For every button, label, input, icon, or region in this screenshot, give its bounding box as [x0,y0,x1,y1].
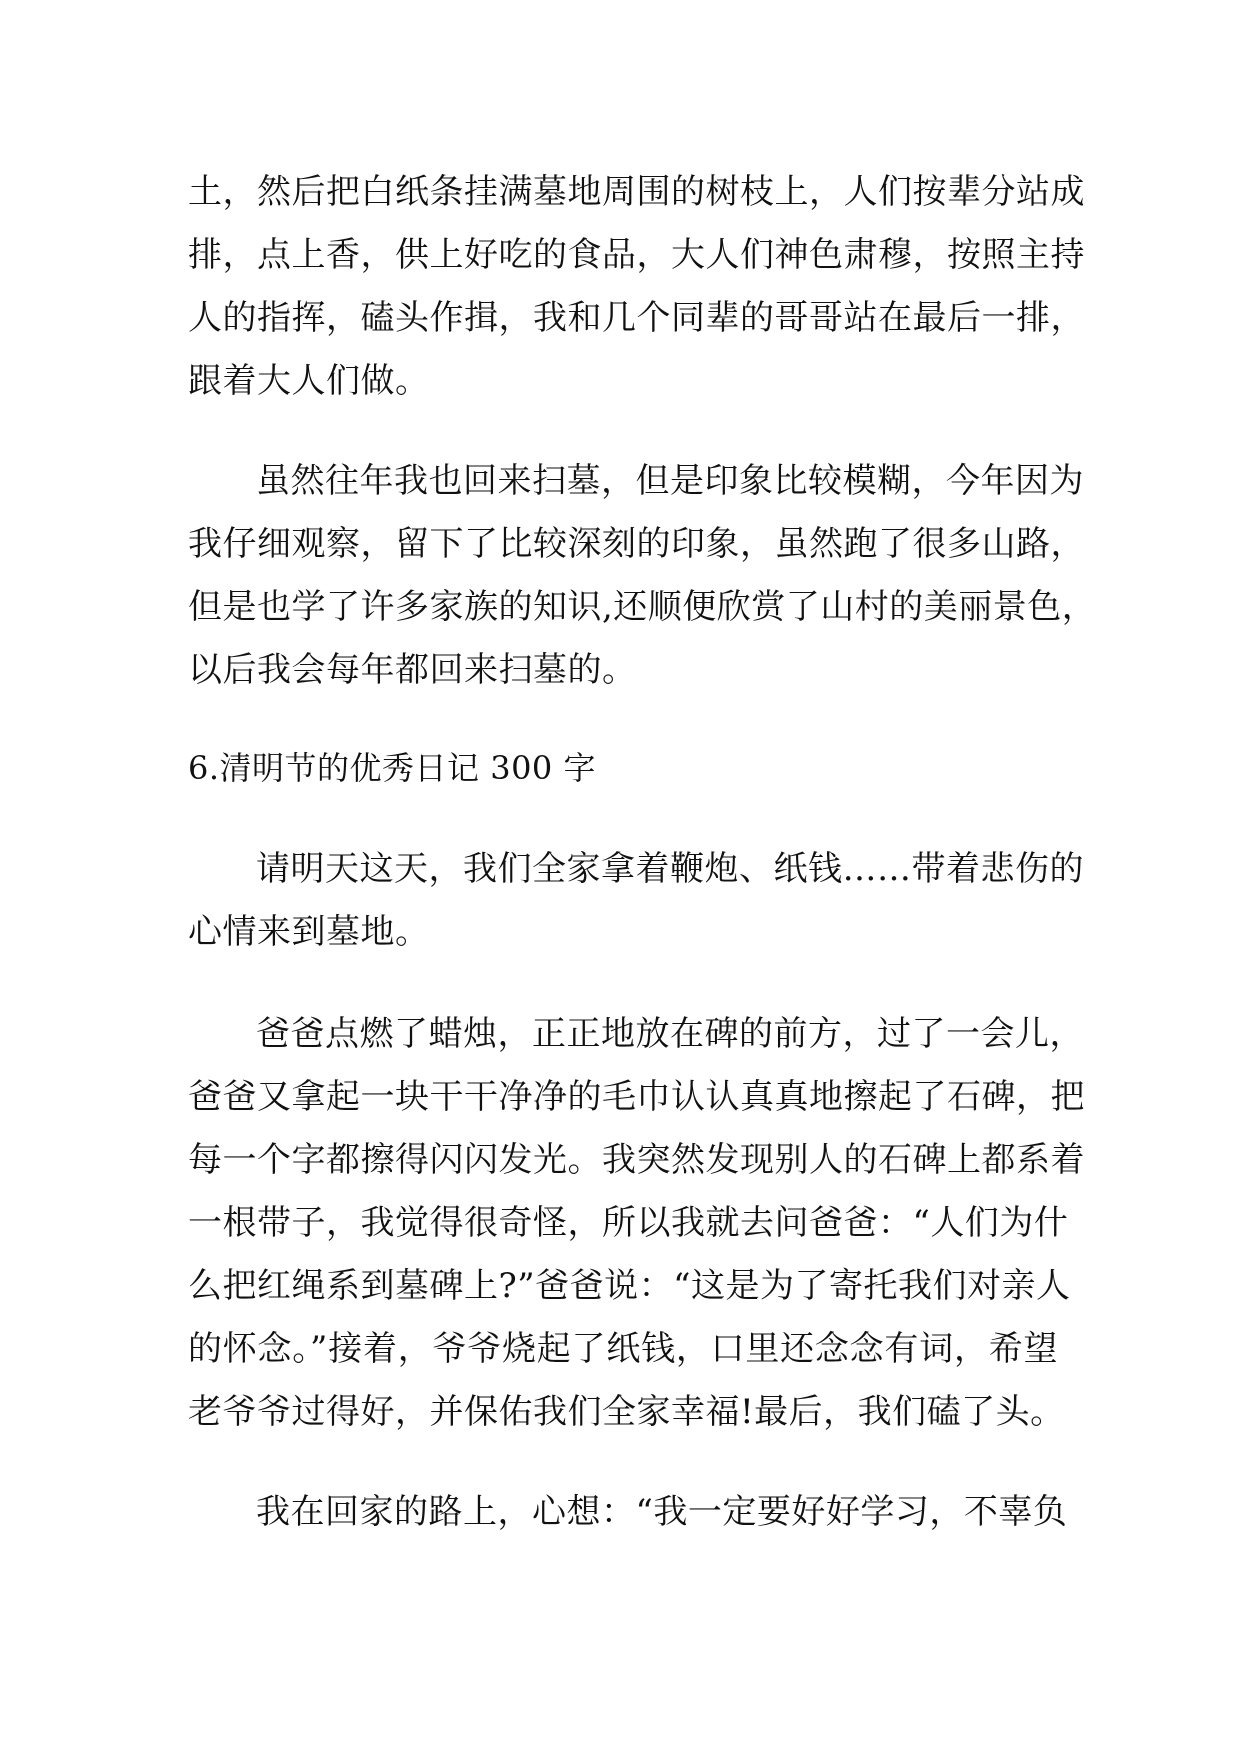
text-line: 我仔细观察，留下了比较深刻的印象，虽然跑了很多山路， [188,524,1085,564]
text-line: 以后我会每年都回来扫墓的。 [188,650,637,690]
text-line: 爸爸又拿起一块干干净净的毛巾认认真真地擦起了石碑，把 [188,1077,1085,1117]
text-line: 但是也学了许多家族的知识,还顺便欣赏了山村的美丽景色， [188,587,1097,627]
text-line: 老爷爷过得好，并保佑我们全家幸福!最后，我们磕了头。 [188,1392,1065,1432]
text-line: 排，点上香，供上好吃的食品，大人们神色肃穆，按照主持 [188,235,1085,275]
text-line: 人的指挥，磕头作揖，我和几个同辈的哥哥站在最后一排， [188,298,1085,338]
text-line: 跟着大人们做。 [188,361,430,401]
text-line: 爸爸点燃了蜡烛，正正地放在碑的前方，过了一会儿， [256,1014,1084,1054]
text-line: 一根带子，我觉得很奇怪，所以我就去问爸爸：“人们为什 [188,1203,1069,1243]
text-line: 虽然往年我也回来扫墓，但是印象比较模糊，今年因为 [256,461,1084,501]
text-line: 心情来到墓地。 [188,912,430,952]
text-line: 么把红绳系到墓碑上?”爸爸说：“这是为了寄托我们对亲人 [188,1266,1071,1306]
text-line: 的怀念。”接着，爷爷烧起了纸钱，口里还念念有词，希望 [188,1329,1058,1369]
section-heading: 6.清明节的优秀日记 300 字 [188,749,596,787]
text-line: 土，然后把白纸条挂满墓地周围的树枝上，人们按辈分站成 [188,172,1085,212]
text-line: 我在回家的路上，心想：“我一定要好好学习，不辜负 [256,1492,1068,1532]
text-line: 每一个字都擦得闪闪发光。我突然发现别人的石碑上都系着 [188,1140,1085,1180]
text-line: 请明天这天，我们全家拿着鞭炮、纸钱……带着悲伤的 [256,849,1084,889]
